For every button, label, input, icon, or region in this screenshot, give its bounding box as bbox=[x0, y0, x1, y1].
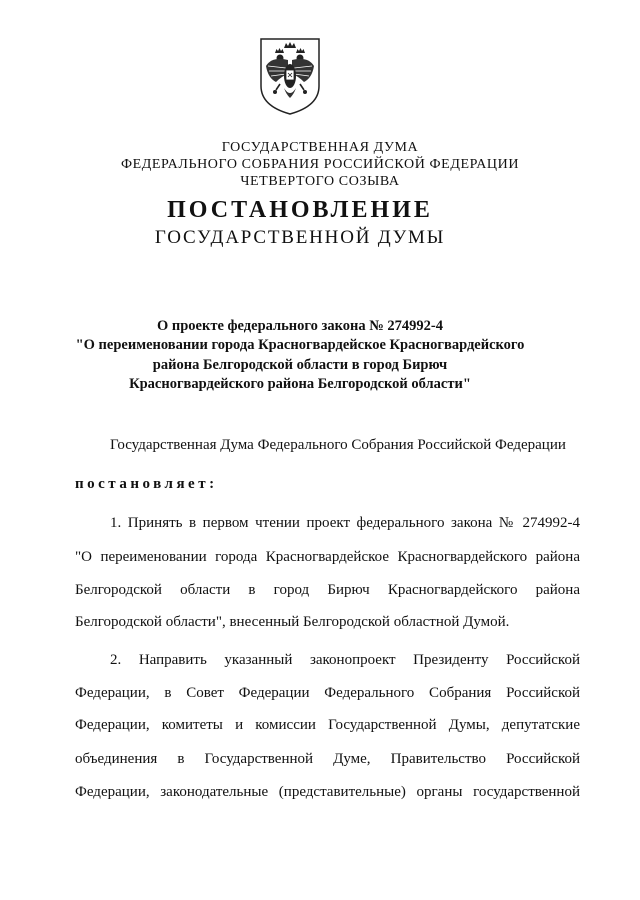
header-duma: ГОСУДАРСТВЕННАЯ ДУМА bbox=[221, 140, 419, 155]
paragraph-2-line: 2. Направить указанный законопроект Президенту Российской bbox=[110, 652, 580, 668]
paragraph-1-line: "О переименовании города Красногвардейское Красногвардейского района bbox=[75, 549, 580, 565]
subject-line: "О переименовании города Красногвардейское Красногвардейского bbox=[75, 337, 525, 353]
subject-line: Красногвардейского района Белгородской области" bbox=[129, 376, 471, 392]
intro-text: Государственная Дума Федерального Собрания Российской Федерации bbox=[110, 437, 566, 453]
paragraph-2-line: объединения в Государственной Думе, Правительство Российской bbox=[75, 751, 580, 767]
paragraph-1-line: Белгородской области", внесенный Белгородской областной Думой. bbox=[75, 614, 510, 630]
paragraph-2-line: Федерации, комитеты и комиссии Государственной Думы, депутатские bbox=[75, 717, 580, 733]
header-federal-assembly: ФЕДЕРАЛЬНОГО СОБРАНИЯ РОССИЙСКОЙ ФЕДЕРАЦИИ bbox=[120, 157, 520, 172]
paragraph-2-line: Федерации, законодательные (представительные) органы государственной bbox=[75, 784, 580, 800]
subject-line: О проекте федерального закона № 274992-4 bbox=[156, 318, 444, 334]
paragraph-1-line: 1. Принять в первом чтении проект федерального закона № 274992-4 bbox=[110, 515, 580, 531]
decree-word: постановляет: bbox=[75, 476, 218, 492]
header-convocation: ЧЕТВЕРТОГО СОЗЫВА bbox=[240, 174, 400, 189]
coat-of-arms-icon bbox=[258, 36, 322, 116]
document-issuer: ГОСУДАРСТВЕННОЙ ДУМЫ bbox=[154, 227, 446, 248]
paragraph-2-line: Федерации, в Совет Федерации Федерального Собрания Российской bbox=[75, 685, 580, 701]
paragraph-1-line: Белгородской области в город Бирюч Красногвардейского района bbox=[75, 582, 580, 598]
subject-line: района Белгородской области в город Бирюч bbox=[152, 357, 448, 373]
document-type: ПОСТАНОВЛЕНИЕ bbox=[167, 197, 433, 223]
